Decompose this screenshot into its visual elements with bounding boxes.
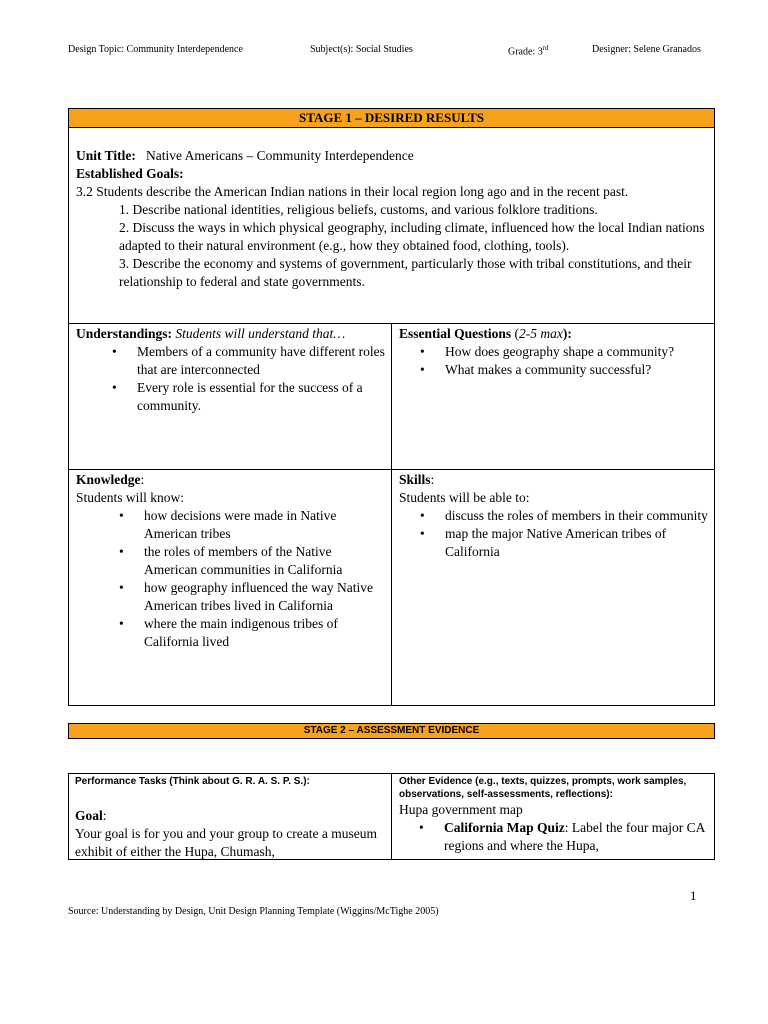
understandings-label: Understandings:: [76, 326, 173, 341]
goal-1: 1. Describe national identities, religious beliefs, customs, and various folklore traditions.: [119, 202, 598, 217]
skills-colon: :: [430, 472, 435, 487]
knowledge-list: [76, 507, 386, 651]
understanding-item: • Every role is essential for the success of a community.: [137, 379, 386, 415]
quiz-text: : Label the four major CA regions and where the Hupa,: [444, 820, 705, 853]
goal-2: 2. Discuss the ways in which physical geography, including climate, influenced how the local Indian nations adapted to their natural environment (e.g., how they obtained food, clothing, tools).: [119, 220, 705, 253]
performance-header: Performance Tasks (Think about G. R. A. S. P. S.):: [75, 776, 310, 787]
quiz-label: California Map Quiz: [444, 820, 565, 835]
performance-tasks-cell: [75, 775, 385, 861]
stage1-title: STAGE 1 – DESIRED RESULTS: [68, 108, 715, 128]
subjects: Subject(s): Social Studies: [310, 44, 413, 55]
goal-colon: :: [102, 808, 107, 823]
skills-cell: [399, 471, 711, 561]
unit-title-value: Native Americans – Community Interdependence: [146, 148, 414, 163]
grade-suffix: rd: [542, 44, 549, 52]
stage1-table: [68, 108, 715, 706]
knowledge-item: • how geography influenced the way Native American tribes lived in California: [144, 579, 386, 615]
grade-label: Grade: 3: [508, 46, 543, 58]
other-header: Other Evidence (e.g., texts, quizzes, prompts, work samples, observations, self-assessments, reflections):: [399, 776, 687, 800]
skill-item: • map the major Native American tribes of California: [445, 525, 711, 561]
questions-list: [399, 343, 711, 379]
established-goals: [76, 147, 708, 291]
quiz-item: [444, 819, 711, 855]
eq-sub: 2-5 max: [519, 326, 563, 341]
eq-open: (: [514, 326, 520, 341]
grade: [508, 44, 549, 57]
source-citation: Source: Understanding by Design, Unit Design Planning Template (Wiggins/McTighe 2005): [68, 906, 439, 917]
knowledge-item: • how decisions were made in Native American tribes: [144, 507, 386, 543]
knowledge-item: • where the main indigenous tribes of California lived: [144, 615, 386, 651]
goal-3: 3. Describe the economy and systems of government, particularly those with tribal constitutions, and their relationship to federal and state governments.: [119, 256, 692, 289]
other-list: [399, 819, 711, 855]
knowledge-label: Knowledge: [76, 472, 141, 487]
stage2-title: STAGE 2 – ASSESSMENT EVIDENCE: [68, 723, 715, 739]
skills-list: [399, 507, 711, 561]
goal-label: Goal: [75, 808, 103, 823]
stage2-table: [68, 773, 715, 860]
skills-label: Skills: [399, 472, 431, 487]
question-item: • What makes a community successful?: [445, 361, 711, 379]
designer: Designer: Selene Granados: [592, 44, 701, 55]
design-topic: Design Topic: Community Interdependence: [68, 44, 243, 55]
knowledge-colon: :: [140, 472, 145, 487]
knowledge-sub: Students will know:: [76, 490, 185, 505]
other-first: Hupa government map: [399, 802, 523, 817]
other-evidence-cell: [399, 775, 711, 855]
essential-questions-cell: [399, 325, 711, 379]
unit-title-label: Unit Title:: [76, 148, 136, 163]
page-number: 1: [690, 888, 697, 903]
established-goals-label: Established Goals:: [76, 166, 184, 181]
skills-sub: Students will be able to:: [399, 490, 530, 505]
question-item: • How does geography shape a community?: [445, 343, 711, 361]
eq-label: Essential Questions: [399, 326, 512, 341]
unit-title: [76, 147, 708, 165]
knowledge-cell: [76, 471, 386, 651]
eq-close: ):: [562, 326, 572, 341]
standard-text: 3.2 Students describe the American Indian nations in their local region long ago and in the recent past.: [76, 184, 629, 199]
understanding-item: • Members of a community have different roles that are interconnected: [137, 343, 386, 379]
goal-text: Your goal is for you and your group to create a museum exhibit of either the Hupa, Chumash,: [75, 826, 377, 859]
understandings-sub: Students will understand that…: [175, 326, 346, 341]
knowledge-item: • the roles of members of the Native American communities in California: [144, 543, 386, 579]
understandings-list: [76, 343, 386, 415]
skill-item: • discuss the roles of members in their community: [445, 507, 711, 525]
understandings-cell: [76, 325, 386, 415]
